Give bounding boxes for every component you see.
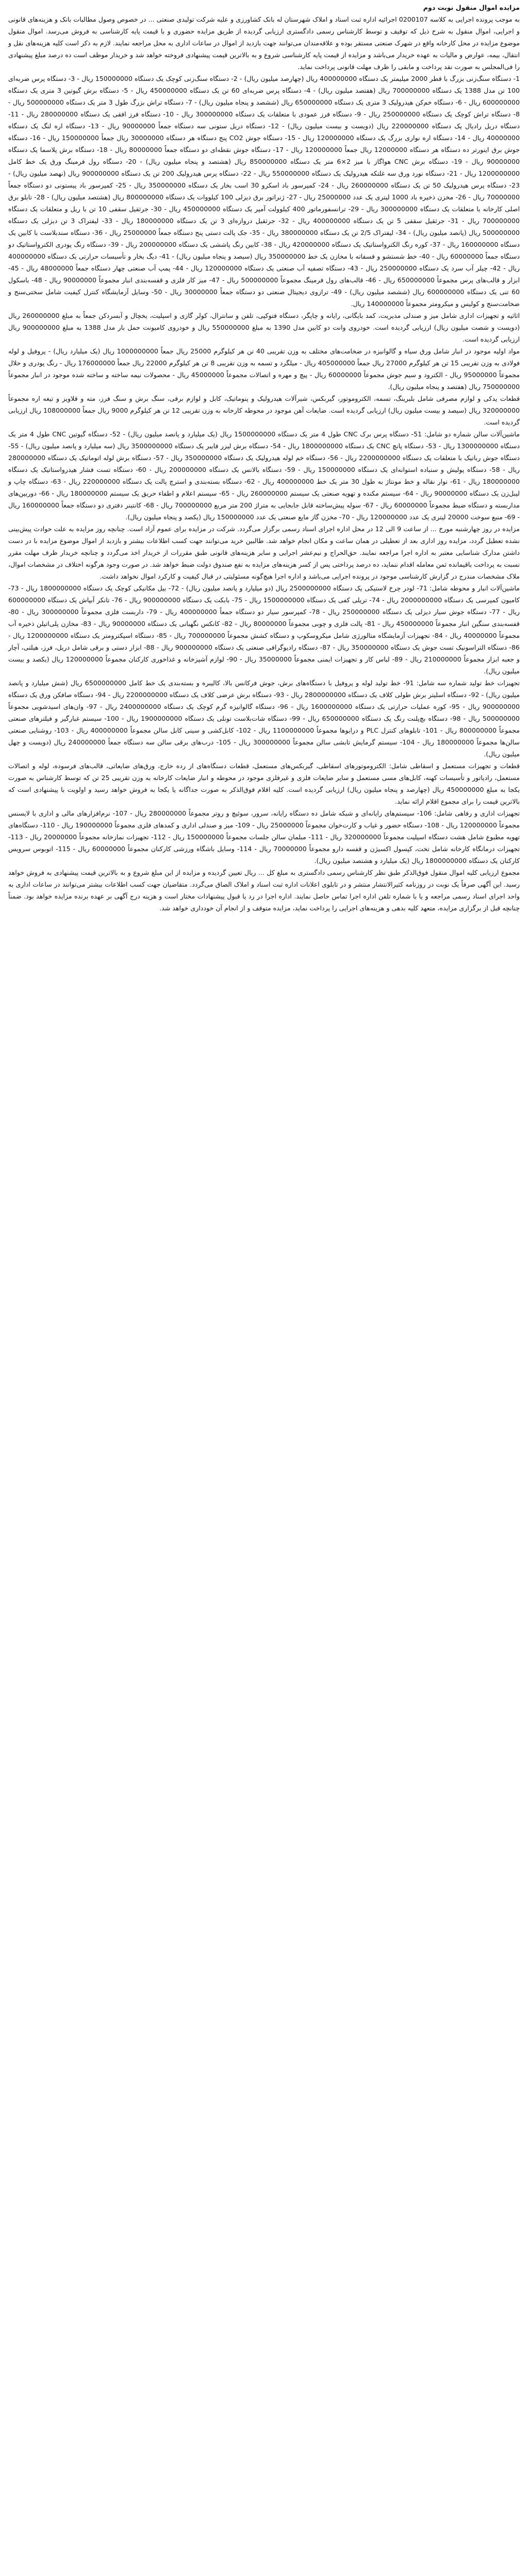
notice-paragraph-raw-materials: مواد اولیه موجود در انبار شامل ورق سیاه و گالوانیزه در ضخامت‌های مختلف به وزن تقریبی 40 تن هر کیلوگرم 25000 ریال جمعاً 1000000000 ریال (یک میلیارد ریال) - پروفیل و لوله فولادی به وزن تقریبی 15 تن هر کیلوگرم 27000 ریال جمعاً 405000000 ریال - میلگرد و تسمه به وزن تقریبی 8 تن هر کیلوگرم 22000 ریال جمعاً 176000000 ریال - رنگ پودری و حلال مجموعاً 95000000 ریال - الکترود و سیم جوش مجموعاً 60000000 ریال - پیچ و مهره و اتصالات مجموعاً 45000000 ریال - محصولات نیمه ساخته و ساخته شده موجود در انبار مجموعاً 750000000 ریال (هفتصد و پنجاه میلیون ریال). (8, 347, 520, 391)
notice-paragraph-line-three-equipment: تجهیزات خط تولید شماره سه شامل: 91- خط تولید لوله و پروفیل با دستگاه‌های برش، جوش فرکانس بالا، کالیبره و بسته‌بندی یک خط کامل 6500000000 ریال (شش میلیارد و پانصد میلیون ریال) - 92- دستگاه اسلیتر برش طولی کلاف یک دستگاه 2800000000 ریال - 93- دستگاه برش عرضی کلاف یک دستگاه 2200000000 ریال - 94- دستگاه صافکن ورق یک دستگاه 900000000 ریال - 95- کوره عملیات حرارتی یک دستگاه 1600000000 ریال - 96- دستگاه گالوانیزه گرم کوچک یک دستگاه 2400000000 ریال - 97- وان‌های اسیدشویی مجموعاً 500000000 ریال - 98- دستگاه بچ‌پلنت رنگ یک دستگاه 650000000 ریال - 99- دستگاه شات‌بلاست تونلی یک دستگاه 1900000000 ریال - 100- سیستم غبارگیر و فیلترهای صنعتی مجموعاً 800000000 ریال - 101- تابلوهای کنترل PLC و درایوها مجموعاً 1100000000 ریال - 102- کابل‌کشی و سینی کابل سالن مجموعاً 400000000 ریال - 103- روشنایی صنعتی سالن‌ها مجموعاً 180000000 ریال - 104- سیستم گرمایش تابشی سالن مجموعاً 300000000 ریال - 105- درب‌های برقی سالن سه دستگاه جمعاً 240000000 ریال (دویست و چهل میلیون ریال). (8, 679, 520, 758)
notice-paragraph-auction-terms: مزایده در روز چهارشنبه مورخ ... از ساعت 9 الی 12 در محل اداره اجرای اسناد رسمی برگزار می‌گردد. شرکت در مزایده برای عموم آزاد است. چنانچه روز مزایده به علت حوادث پیش‌بینی نشده تعطیل گردد، مزایده روز اداری بعد از تعطیلی در همان ساعت و مکان انجام خواهد شد. طالبین خرید می‌توانند جهت کسب اطلاعات بیشتر و بازدید از اموال موضوع مزایده با در دست داشتن مدارک شناسایی معتبر به اداره اجرا مراجعه نمایند. حق‌الحراج و نیم‌عشر اجرایی و سایر هزینه‌های قانونی طبق مقررات از خریدار اخذ می‌گردد و چنانچه خریدار ظرف مهلت مقرر نسبت به پرداخت باقیمانده ثمن معامله اقدام ننماید، ده درصد پرداختی پس از کسر هزینه‌های مزایده به نفع صندوق دولت ضبط خواهد شد. در صورت وجود هرگونه اختلاف در مشخصات اموال، ملاک مشخصات مندرج در گزارش کارشناسی موجود در پرونده اجرایی می‌باشد و اداره اجرا هیچ‌گونه مسئولیتی در قبال کیفیت و کارکرد اموال نخواهد داشت. (8, 525, 520, 580)
auction-notice-document (0, 0, 528, 914)
notice-paragraph-intro: به موجب پرونده اجرایی به کلاسه 0200107 اجرائیه اداره ثبت اسناد و املاک شهرستان له بانک کشاورزی و علیه شرکت تولیدی صنعتی ... در خصوص وصول مطالبات بانک و هزینه‌های قانونی و اجرایی، اموال منقول به شرح ذیل که توقیف و توسط کارشناس رسمی دادگستری ارزیابی گردیده از طریق مزایده حضوری و با قیمت پایه کارشناسی به فروش می‌رسد. اموال منقول موضوع مزایده در محل کارخانه واقع در شهرک صنعتی مستقر بوده و علاقه‌مندان می‌توانند جهت بازدید از اموال در ساعات اداری به محل مراجعه نمایند. لازم به ذکر است کلیه هزینه‌های نقل و انتقال، بیمه، عوارض و مالیات به عهده خریدار می‌باشد و مزایده از قیمت پایه کارشناسی شروع و به بالاترین قیمت پیشنهادی فروخته خواهد شد و خریدار موظف است ده درصد مبلغ پیشنهادی را فی‌المجلس به صورت نقد پرداخت و مابقی را ظرف مهلت قانونی پرداخت نماید. (8, 15, 520, 71)
notice-paragraph-closing: مجموع ارزیابی کلیه اموال منقول فوق‌الذکر طبق نظر کارشناس رسمی دادگستری به مبلغ کل ... ریال تعیین گردیده و مزایده از این مبلغ شروع و به بالاترین قیمت پیشنهادی به فروش خواهد رسید. این آگهی صرفاً یک نوبت در روزنامه کثیرالانتشار منتشر و در تابلوی اعلانات اداره ثبت اسناد و املاک الصاق می‌گردد. متقاضیان جهت کسب اطلاعات بیشتر می‌توانند در ساعات اداری به واحد اجرای اسناد رسمی مراجعه و یا با شماره تلفن اداره اجرا تماس حاصل نمایند. اداره اجرا در رد یا قبول پیشنهادات مختار است و هزینه درج آگهی بر عهده برنده مزایده خواهد بود. ضمناً چنانچه قبل از برگزاری مزایده، متعهد کلیه بدهی و هزینه‌های اجرایی را پرداخت نماید، مزایده متوقف و از انجام آن خودداری خواهد شد. (8, 869, 520, 912)
notice-paragraph-yard-machinery: ماشین‌آلات انبار و محوطه شامل: 71- لودر چرخ لاستیکی یک دستگاه 2500000000 ریال (دو میلیارد و پانصد میلیون ریال) - 72- بیل مکانیکی کوچک یک دستگاه 1800000000 ریال - 73- کامیون کمپرسی یک دستگاه 2000000000 ریال - 74- تریلی کفی یک دستگاه 1500000000 ریال - 75- بابکت یک دستگاه 900000000 ریال - 76- تانکر آبپاش یک دستگاه 600000000 ریال - 77- دستگاه جوش سیار دیزلی یک دستگاه 250000000 ریال - 78- کمپرسور سیار دو دستگاه جمعاً 400000000 ریال - 79- داربست فلزی مجموعاً 300000000 ریال - 80- قفسه‌بندی سنگین انبار مجموعاً 450000000 ریال - 81- پالت فلزی و چوبی مجموعاً 80000000 ریال - 82- کانکس نگهبانی یک دستگاه 90000000 ریال - 83- مخازن پلی‌اتیلن ذخیره آب مجموعاً 40000000 ریال - 84- تجهیزات آزمایشگاه متالورژی شامل میکروسکوپ و دستگاه کشش مجموعاً 700000000 ریال - 85- دستگاه اسپکترومتر یک دستگاه 1200000000 ریال - 86- دستگاه التراسونیک تست جوش یک دستگاه 350000000 ریال - 87- دستگاه رادیوگرافی صنعتی یک دستگاه 900000000 ریال - 88- ابزار دستی و برقی شامل دریل، فرز، هیلتی، آچار و جعبه ابزار مجموعاً 210000000 ریال - 89- لباس کار و تجهیزات ایمنی مجموعاً 35000000 ریال - 90- لوازم آشپزخانه و غذاخوری کارکنان مجموعاً 120000000 ریال (یکصد و بیست میلیون ریال). (8, 584, 520, 675)
notice-paragraph-hall-two-machinery: ماشین‌آلات سالن شماره دو شامل: 51- دستگاه پرس برک CNC طول 4 متر یک دستگاه 1500000000 ریال (یک میلیارد و پانصد میلیون ریال) - 52- دستگاه گیوتین CNC طول 4 متر یک دستگاه 1300000000 ریال - 53- دستگاه پانچ CNC یک دستگاه 1800000000 ریال - 54- دستگاه برش لیزر فایبر یک دستگاه 3500000000 ریال (سه میلیارد و پانصد میلیون ریال) - 55- دستگاه جوش رباتیک با متعلقات یک دستگاه 2200000000 ریال - 56- دستگاه خم لوله هیدرولیک یک دستگاه 350000000 ریال - 57- دستگاه برش لوله اتوماتیک یک دستگاه 280000000 ریال - 58- دستگاه پولیش و سنباده استوانه‌ای یک دستگاه 150000000 ریال - 59- دستگاه بالانس یک دستگاه 200000000 ریال - 60- دستگاه تست فشار هیدرواستاتیک یک دستگاه 180000000 ریال - 61- نوار نقاله و خط مونتاژ به طول 30 متر یک خط 400000000 ریال - 62- دستگاه بسته‌بندی و استرچ پالت یک دستگاه 220000000 ریال - 63- دستگاه چاپ و لیبل‌زن یک دستگاه 90000000 ریال - 64- سیستم مکنده و تهویه صنعتی یک سیستم 260000000 ریال - 65- سیستم اعلام و اطفاء حریق یک سیستم 180000000 ریال - 66- دوربین‌های مداربسته و دستگاه ضبط مجموعاً 60000000 ریال - 67- سوله پیش‌ساخته قابل جابجایی به متراژ 200 متر مربع 700000000 ریال - 68- کانتینر دفتری دو دستگاه جمعاً 160000000 ریال - 69- منبع سوخت 20000 لیتری یک عدد 120000000 ریال - 70- مخزن گاز مایع صنعتی یک عدد 150000000 ریال (یکصد و پنجاه میلیون ریال). (8, 430, 520, 521)
notice-paragraph-machinery-list: 1- دستگاه سنگ‌زنی بزرگ با قطر 2000 میلیمتر یک دستگاه 400000000 ریال (چهارصد میلیون ریال) - 2- دستگاه سنگ‌زنی کوچک یک دستگاه 150000000 ریال - 3- دستگاه پرس ضربه‌ای 100 تن مدل 1388 یک دستگاه 700000000 ریال (هفتصد میلیون ریال) - 4- دستگاه پرس ضربه‌ای 60 تن یک دستگاه 450000000 ریال - 5- دستگاه برش گیوتین 3 متری یک دستگاه 600000000 ریال - 6- دستگاه خم‌کن هیدرولیک 3 متری یک دستگاه 650000000 ریال (ششصد و پنجاه میلیون ریال) - 7- دستگاه تراش بزرگ طول 3 متر یک دستگاه 500000000 ریال - 8- دستگاه تراش کوچک یک دستگاه 250000000 ریال - 9- دستگاه فرز عمودی با متعلقات یک دستگاه 300000000 ریال - 10- دستگاه فرز افقی یک دستگاه 280000000 ریال - 11- دستگاه دریل رادیال یک دستگاه 220000000 ریال (دویست و بیست میلیون ریال) - 12- دستگاه دریل ستونی سه دستگاه جمعاً 90000000 ریال - 13- دستگاه اره لنگ یک دستگاه 40000000 ریال - 14- دستگاه اره نواری بزرگ یک دستگاه 120000000 ریال - 15- دستگاه جوش CO2 پنج دستگاه هر دستگاه 30000000 ریال جمعاً 150000000 ریال - 16- دستگاه جوش برق اینورتر ده دستگاه هر دستگاه 12000000 ریال جمعاً 120000000 ریال - 17- دستگاه جوش نقطه‌ای دو دستگاه جمعاً 80000000 ریال - 18- دستگاه برش پلاسما یک دستگاه 90000000 ریال - 19- دستگاه برش CNC هواگاز با میز 2×6 متر یک دستگاه 850000000 ریال (هشتصد و پنجاه میلیون ریال) - 20- دستگاه رول فرمینگ ورق یک خط کامل 1200000000 ریال - 21- دستگاه نورد ورق سه غلتکه هیدرولیک یک دستگاه 550000000 ریال - 22- دستگاه پرس هیدرولیک 200 تن یک دستگاه 900000000 ریال (نهصد میلیون ریال) - 23- دستگاه پرس هیدرولیک 50 تن یک دستگاه 260000000 ریال - 24- کمپرسور باد اسکرو 30 اسب بخار یک دستگاه 350000000 ریال - 25- کمپرسور باد پیستونی دو دستگاه جمعاً 70000000 ریال - 26- مخزن ذخیره باد 1000 لیتری یک عدد 25000000 ریال - 27- ژنراتور برق دیزلی 100 کیلووات یک دستگاه 800000000 ریال (هشتصد میلیون ریال) - 28- تابلو برق اصلی کارخانه با متعلقات یک دستگاه 300000000 ریال - 29- ترانسفورماتور 400 کیلوولت آمپر یک دستگاه 450000000 ریال - 30- جرثقیل سقفی 10 تن با ریل و متعلقات یک دستگاه 700000000 ریال - 31- جرثقیل سقفی 5 تن یک دستگاه 400000000 ریال - 32- جرثقیل دروازه‌ای 3 تن یک دستگاه 180000000 ریال - 33- لیفتراک 3 تن دیزلی یک دستگاه 500000000 ریال (پانصد میلیون ریال) - 34- لیفتراک 2/5 تن یک دستگاه 380000000 ریال - 35- جک پالت دستی پنج دستگاه جمعاً 25000000 ریال - 36- دستگاه سندبلاست با کابین یک دستگاه 160000000 ریال - 37- کوره رنگ الکترواستاتیک یک دستگاه 420000000 ریال - 38- کابین رنگ پاششی یک دستگاه 200000000 ریال - 39- دستگاه رنگ پودری الکترواستاتیک دو دستگاه جمعاً 60000000 ریال - 40- خط شستشو و فسفاته با مخازن یک خط 350000000 ریال (سیصد و پنجاه میلیون ریال) - 41- دیگ بخار و تأسیسات حرارتی یک دستگاه 400000000 ریال - 42- چیلر آب سرد یک دستگاه 250000000 ریال - 43- دستگاه تصفیه آب صنعتی یک دستگاه 120000000 ریال - 44- پمپ آب صنعتی چهار دستگاه جمعاً 48000000 ریال - 45- ابزار و قالب‌های پرس مجموعاً 650000000 ریال - 46- قالب‌های رول فرمینگ مجموعاً 500000000 ریال - 47- میز کار فلزی و قفسه‌بندی انبار مجموعاً 90000000 ریال - 48- باسکول 60 تنی یک دستگاه 600000000 ریال (ششصد میلیون ریال) - 49- ترازوی دیجیتال صنعتی دو دستگاه جمعاً 30000000 ریال - 50- وسایل آزمایشگاه کنترل کیفیت شامل سختی‌سنج و ضخامت‌سنج و کولیس و میکرومتر مجموعاً 140000000 ریال. (8, 75, 520, 308)
notice-paragraph-office-equipment: تجهیزات اداری و رفاهی شامل: 106- سیستم‌های رایانه‌ای و شبکه شامل ده دستگاه رایانه، سرور، سوئیچ و روتر مجموعاً 280000000 ریال - 107- نرم‌افزارهای مالی و اداری با لایسنس مجموعاً 120000000 ریال - 108- دستگاه حضور و غیاب و کارت‌خوان مجموعاً 25000000 ریال - 109- میز و صندلی اداری و کمدهای فلزی مجموعاً 190000000 ریال - 110- دستگاه‌های تهویه مطبوع شامل هشت دستگاه اسپلیت مجموعاً 320000000 ریال - 111- مبلمان سالن جلسات مجموعاً 150000000 ریال - 112- تجهیزات نمازخانه مجموعاً 20000000 ریال - 113- تجهیزات درمانگاه کارخانه شامل تخت، کپسول اکسیژن و قفسه دارو مجموعاً 70000000 ریال - 114- وسایل باشگاه ورزشی کارکنان مجموعاً 60000000 ریال - 115- اتوبوس سرویس کارکنان یک دستگاه 1800000000 ریال (یک میلیارد و هشتصد میلیون ریال). (8, 809, 520, 865)
notice-paragraph-scrap-items: قطعات و تجهیزات مستعمل و اسقاطی شامل: الکتروموتورهای اسقاطی، گیربکس‌های مستعمل، قطعات دستگاه‌های از رده خارج، ورق‌های ضایعاتی، قالب‌های فرسوده، لوله و اتصالات مستعمل، رادیاتور و تأسیسات کهنه، کابل‌های مسی مستعمل و سایر ضایعات فلزی و غیرفلزی موجود در محوطه و انبار ضایعات کارخانه به وزن تقریبی 25 تن که توسط کارشناس به صورت یکجا به مبلغ 450000000 ریال (چهارصد و پنجاه میلیون ریال) ارزیابی گردیده است. کلیه اقلام فوق‌الذکر به صورت جداگانه یا یکجا به فروش خواهد رسید و اولویت با پیشنهادی است که بالاترین قیمت را برای مجموع اقلام ارائه نماید. (8, 762, 520, 805)
notice-paragraph-office-vehicles: اثاثیه و تجهیزات اداری شامل میز و صندلی مدیریت، کمد بایگانی، رایانه و چاپگر، دستگاه فتوکپی، تلفن و سانترال، کولر گازی و اسپلیت، یخچال و آبسردکن جمعاً به مبلغ 260000000 ریال (دویست و شصت میلیون ریال) ارزیابی گردیده است. خودروی وانت دو کابین مدل 1390 به مبلغ 550000000 ریال و خودروی کامیونت حمل بار مدل 1388 به مبلغ 900000000 ریال ارزیابی گردیده است. (8, 312, 520, 343)
notice-paragraph-spare-parts: قطعات یدکی و لوازم مصرفی شامل بلبرینگ، تسمه، الکتروموتور، گیربکس، شیرآلات هیدرولیک و پنوماتیک، کابل و لوازم برقی، سنگ برش و سنگ فرز، مته و قلاویز و تیغه اره مجموعاً 320000000 ریال (سیصد و بیست میلیون ریال) ارزیابی گردیده است. ضایعات آهن موجود در محوطه کارخانه به وزن تقریبی 12 تن هر کیلوگرم 9000 ریال جمعاً 108000000 ریال ارزیابی گردیده است. (8, 395, 520, 426)
notice-title: مزایده اموال منقول نوبت دوم (423, 4, 520, 11)
